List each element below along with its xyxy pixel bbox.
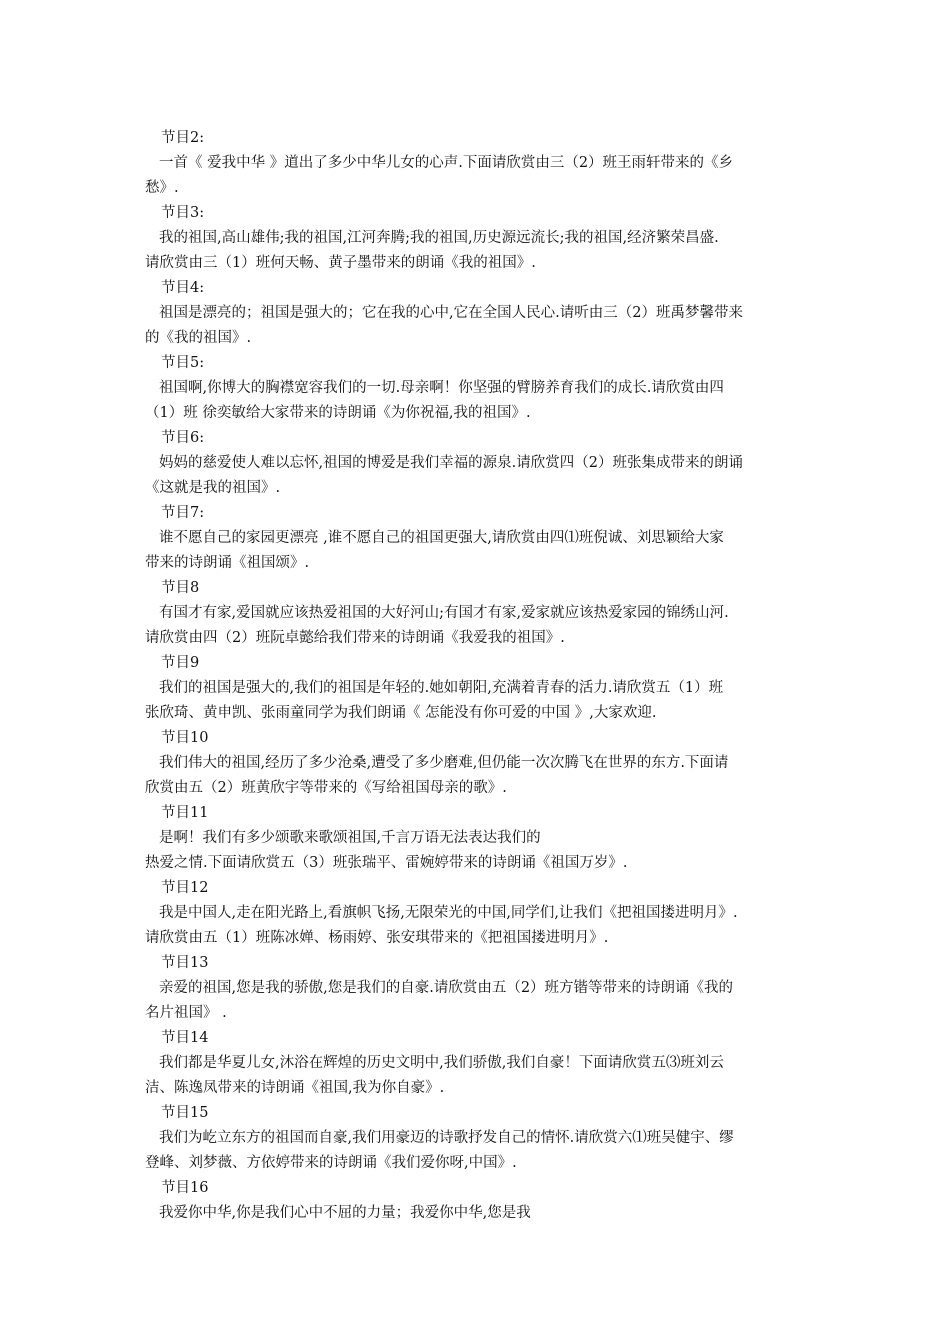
paragraph-line: 名片祖国》 .: [145, 1005, 227, 1021]
program-intro-paragraph: [145, 1126, 810, 1176]
paragraph-line: 请欣赏由三（1）班何天畅、黄子墨带来的朗诵《我的祖国》.: [145, 255, 536, 271]
paragraph-line: 欣赏由五（2）班黄欣宇等带来的《写给祖国母亲的歌》.: [145, 780, 507, 796]
paragraph-line: 我的祖国,高山雄伟;我的祖国,江河奔腾;我的祖国,历史源远流长;我的祖国,经济繁荣昌盛.: [159, 230, 719, 246]
program-intro-paragraph: [145, 226, 810, 276]
paragraph-line: 我是中国人,走在阳光路上,看旗帜飞扬,无限荣光的中国,同学们,让我们《把祖国搂进明月》.: [159, 905, 738, 921]
paragraph-line: 愁》.: [145, 180, 179, 196]
program-heading: 节目14: [161, 1030, 209, 1046]
program-heading: 节目10: [161, 730, 209, 746]
paragraph-line: 我们都是华夏儿女,沐浴在辉煌的历史文明中,我们骄傲,我们自豪！下面请欣赏五⑶班刘云: [159, 1055, 724, 1071]
paragraph-line: 一首《 爱我中华 》道出了多少中华儿女的心声.下面请欣赏由三（2）班王雨轩带来的《乡: [159, 155, 734, 171]
program-intro-paragraph: [145, 1051, 810, 1101]
paragraph-line: 洁、陈逸凤带来的诗朗诵《祖国,我为你自豪》.: [145, 1080, 445, 1096]
program-intro-paragraph: [145, 451, 810, 501]
paragraph-line: 的《我的祖国》.: [145, 330, 252, 346]
program-intro-paragraph: [145, 1201, 810, 1226]
paragraph-line: 带来的诗朗诵《祖国颂》.: [145, 555, 310, 571]
paragraph-line: 我们为屹立东方的祖国而自豪,我们用豪迈的诗歌抒发自己的情怀.请欣赏六⑴班吴健宇、缪: [159, 1130, 734, 1146]
program-heading: 节目7:: [161, 505, 205, 521]
paragraph-line: 有国才有家,爱国就应该热爱祖国的大好河山;有国才有家,爱家就应该热爱家园的锦绣山河.: [159, 605, 729, 621]
program-heading: 节目5:: [161, 355, 205, 371]
paragraph-line: （1）班 徐奕敏给大家带来的诗朗诵《为你祝福,我的祖国》.: [145, 405, 531, 421]
paragraph-line: 祖国是漂亮的；祖国是强大的；它在我的心中,它在全国人民心.请听由三（2）班禹梦馨带来: [159, 305, 743, 321]
paragraph-line: 请欣赏由五（1）班陈冰婵、杨雨婷、张安琪带来的《把祖国搂进明月》.: [145, 930, 609, 946]
program-intro-paragraph: [145, 901, 810, 951]
program-heading: 节目11: [161, 805, 209, 821]
program-intro-paragraph: [145, 151, 810, 201]
program-intro-paragraph: [145, 601, 810, 651]
program-intro-paragraph: [145, 526, 810, 576]
program-heading: 节目12: [161, 880, 209, 896]
paragraph-line: 谁不愿自己的家园更漂亮 ,谁不愿自己的祖国更强大,请欣赏由四⑴班倪诚、刘思颖给大家: [159, 530, 724, 546]
paragraph-line: 登峰、刘梦薇、方依婷带来的诗朗诵《我们爱你呀,中国》.: [145, 1155, 517, 1171]
program-intro-paragraph: [145, 676, 810, 726]
program-intro-paragraph: [145, 751, 810, 801]
paragraph-line: 热爱之情.下面请欣赏五（3）班张瑞平、雷婉婷带来的诗朗诵《祖国万岁》.: [145, 855, 628, 871]
paragraph-line: 张欣琦、黄申凯、张雨童同学为我们朗诵《 怎能没有你可爱的中国 》,大家欢迎.: [145, 705, 657, 721]
paragraph-line: 我爱你中华,你是我们心中不屈的力量；我爱你中华,您是我: [159, 1205, 531, 1221]
program-intro-paragraph: [145, 826, 810, 876]
program-intro-paragraph: [145, 976, 810, 1026]
program-heading: 节目9: [161, 655, 200, 671]
program-heading: 节目15: [161, 1105, 209, 1121]
program-heading: 节目4:: [161, 280, 205, 296]
program-heading: 节目13: [161, 955, 209, 971]
program-heading: 节目3:: [161, 205, 205, 221]
paragraph-line: 《这就是我的祖国》.: [145, 480, 281, 496]
paragraph-line: 请欣赏由四（2）班阮卓懿给我们带来的诗朗诵《我爱我的祖国》.: [145, 630, 565, 646]
paragraph-line: 妈妈的慈爱使人难以忘怀,祖国的博爱是我们幸福的源泉.请欣赏四（2）班张集成带来的朗诵: [159, 455, 743, 471]
paragraph-line: 祖国啊,你博大的胸襟宽容我们的一切.母亲啊！你坚强的臂膀养育我们的成长.请欣赏由四: [159, 380, 724, 396]
program-list: [145, 126, 810, 1226]
paragraph-line: 我们的祖国是强大的,我们的祖国是年轻的.她如朝阳,充满着青春的活力.请欣赏五（1）班: [159, 680, 724, 696]
program-intro-paragraph: [145, 376, 810, 426]
paragraph-line: 亲爱的祖国,您是我的骄傲,您是我们的自豪.请欣赏由五（2）班方锴等带来的诗朗诵《我的: [159, 980, 734, 996]
paragraph-line: 我们伟大的祖国,经历了多少沧桑,遭受了多少磨难,但仍能一次次腾飞在世界的东方.下面请: [159, 755, 729, 771]
program-intro-paragraph: [145, 301, 810, 351]
program-heading: 节目16: [161, 1180, 209, 1196]
program-heading: 节目2:: [161, 130, 205, 146]
program-heading: 节目8: [161, 580, 200, 596]
program-heading: 节目6:: [161, 430, 205, 446]
paragraph-line: 是啊！我们有多少颂歌来歌颂祖国,千言万语无法表达我们的: [159, 830, 541, 846]
